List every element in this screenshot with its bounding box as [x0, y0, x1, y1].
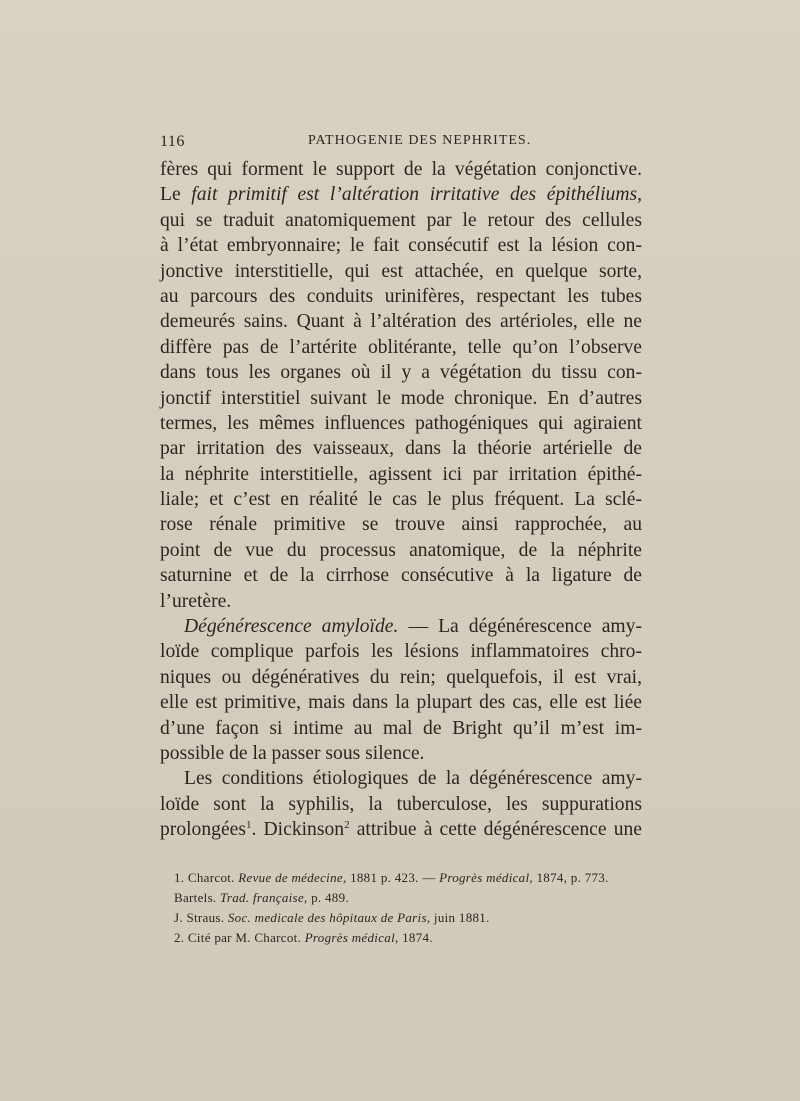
text-line: elle est primitive, mais dans la plupart des cas, elle est liée	[160, 692, 642, 714]
footnote: Bartels. Trad. française, p. 489.	[174, 890, 349, 905]
text-line: termes, les mêmes influences pathogéniques qui agiraient	[160, 412, 642, 434]
footnote: 1. Charcot. Revue de médecine, 1881 p. 423. — Progrès médical, 1874, p. 773.	[174, 870, 609, 885]
footnote-ref: 1	[245, 819, 252, 832]
text-line: l’uretère.	[160, 590, 232, 612]
page-number: 116	[160, 133, 185, 150]
text-line: Les conditions étiologiques de la dégénérescence amy-	[184, 768, 642, 790]
section-heading: Dégénérescence amyloïde.	[184, 616, 399, 638]
text-line: jonctif interstitiel suivant le mode chronique. En d’autres	[160, 387, 642, 409]
running-title: PATHOGENIE DES NEPHRITES.	[308, 133, 532, 148]
text-line: jonctive interstitielle, qui est attachée, en quelque sorte,	[160, 260, 642, 282]
footnote: J. Straus. Soc. medicale des hôpitaux de Paris, juin 1881.	[174, 910, 490, 925]
text-line: point de vue du processus anatomique, de la néphrite	[160, 539, 642, 561]
text-line: la néphrite interstitielle, agissent ici par irritation épithé-	[160, 463, 642, 485]
section-heading-line: Dégénérescence amyloïde. — La dégénérescence amy-	[184, 616, 642, 638]
text-line: loïde sont la syphilis, la tuberculose, les suppurations	[160, 793, 642, 815]
text-line: liale; et c’est en réalité le cas le plus fréquent. La sclé-	[160, 489, 642, 511]
text-line: Le fait primitif est l’altération irritative des épithéliums,	[160, 184, 642, 206]
text-line: par irritation des vaisseaux, dans la théorie artérielle de	[160, 438, 642, 460]
text-line: saturnine et de la cirrhose consécutive à la ligature de	[160, 565, 642, 587]
text-line: dans tous les organes où il y a végétation du tissu con-	[160, 362, 642, 384]
text-line: à l’état embryonnaire; le fait consécutif est la lésion con-	[160, 235, 642, 257]
text-line: prolongées$^1$. Dickinson$^2$ attribue à cette dégénérescence une	[160, 819, 642, 841]
page-header	[160, 133, 640, 153]
text-line: diffère pas de l’artérite oblitérante, telle qu’on l’observe	[160, 336, 642, 358]
footnotes	[174, 868, 644, 948]
text-line: rose rénale primitive se trouve ainsi rapprochée, au	[160, 514, 642, 536]
text-line: loïde complique parfois les lésions inflammatoires chro-	[160, 641, 642, 663]
footnote: 2. Cité par M. Charcot. Progrès médical, 1874.	[174, 930, 433, 945]
text-line: fères qui forment le support de la végétation conjonctive.	[160, 159, 642, 180]
italic-phrase: fait primitif est l’altération irritative des épithéliums,	[191, 184, 642, 206]
text-line: demeurés sains. Quant à l’altération des artérioles, elle ne	[160, 311, 642, 333]
text-line: qui se traduit anatomiquement par le retour des cellules	[160, 209, 642, 231]
text-line: d’une façon si intime au mal de Bright qu’il m’est im-	[160, 717, 642, 739]
text-line: niques ou dégénératives du rein; quelquefois, il est vrai,	[160, 666, 642, 688]
text-line: au parcours des conduits urinifères, respectant les tubes	[160, 285, 642, 307]
footnote-ref: 2	[344, 819, 350, 832]
body-text	[160, 157, 642, 843]
text-line: possible de la passer sous silence.	[160, 742, 425, 764]
